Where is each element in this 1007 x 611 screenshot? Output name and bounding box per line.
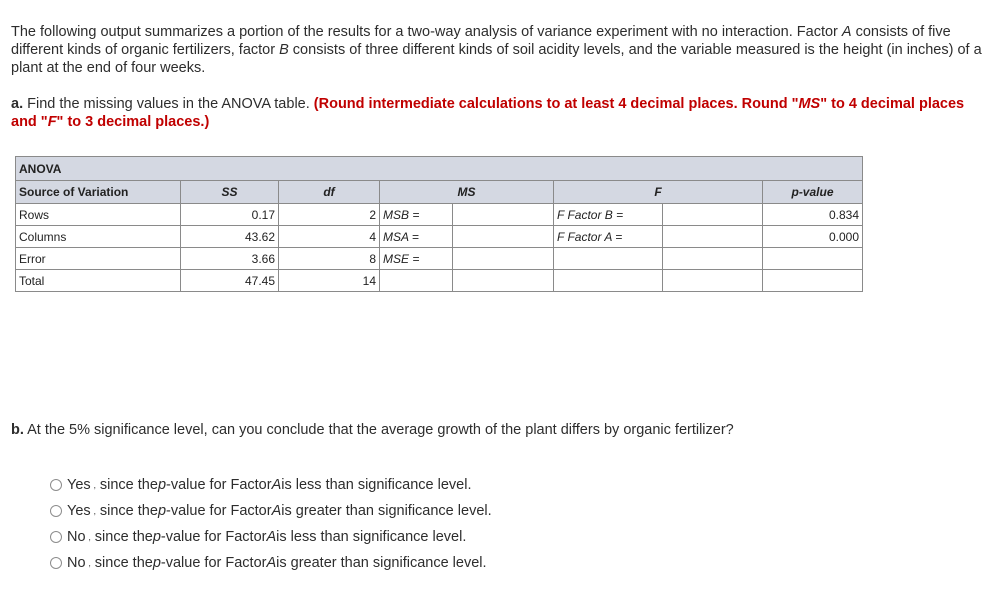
mse-input[interactable] [453,248,554,270]
table-row [16,204,863,226]
option-text: is greater than significance level. [281,503,492,519]
anova-title: ANOVA [16,157,863,181]
f-factor-b-label: F Factor B = [554,204,663,226]
option-text: p [157,503,167,519]
msb-label: MSB = [380,204,453,226]
option-text: -value for Factor [166,477,272,493]
table-row [16,226,863,248]
radio-button[interactable] [50,531,62,543]
part-b-text: At the 5% significance level, can you conclude that the average growth of the plant differs by organic fertilizer? [23,422,734,438]
dropdown-separator-icon: ‚ [88,557,91,569]
option-answer: No [67,555,86,571]
empty-cell [663,248,763,270]
radio-button[interactable] [50,557,62,569]
part-b-question [11,421,991,439]
rounding-instruction: MS [798,96,821,112]
answer-options [50,472,492,576]
option-text: A [266,529,277,545]
option-text: p [152,555,161,571]
header-ms: MS [380,181,554,204]
f-factor-a-input[interactable] [663,226,763,248]
intro-part: The following output summarizes a portion of the results for a two-way analysis of variance experiment with no interaction. Factor [11,24,842,40]
intro-part: consists of five different kinds of organic fertilizers, factor [11,24,951,58]
header-df: df [279,181,380,204]
option-text: since the [99,503,158,519]
option-text: p [152,529,161,545]
option-text: A [271,477,282,493]
df-cell: 4 [279,226,380,248]
dropdown-separator-icon: ‚ [93,479,96,491]
option-text: since the [94,555,153,571]
source-cell: Columns [16,226,181,248]
empty-cell [763,248,863,270]
option-text: is less than significance level. [276,529,467,545]
option-answer: Yes [67,477,91,493]
empty-cell [663,270,763,292]
table-row [16,270,863,292]
intro-text [11,23,991,77]
source-cell: Rows [16,204,181,226]
ss-cell: 43.62 [181,226,279,248]
factor-b-symbol: B [279,42,289,58]
rounding-instruction: (Round intermediate calculations to at least 4 decimal places. Round " [313,96,799,112]
empty-cell [763,270,863,292]
dropdown-separator-icon: ‚ [88,531,91,543]
factor-a-symbol: A [841,24,852,40]
msa-label: MSA = [380,226,453,248]
option-text: -value for Factor [160,529,267,545]
option-1[interactable] [50,472,492,498]
ss-cell: 3.66 [181,248,279,270]
df-cell: 14 [279,270,380,292]
empty-cell [453,270,554,292]
header-source: Source of Variation [16,181,181,204]
part-b-label: b. [11,422,24,438]
header-f: F [554,181,763,204]
anova-table [15,156,863,292]
rounding-instruction: " to 3 decimal places.) [56,114,210,130]
option-answer: Yes [67,503,91,519]
msb-input[interactable] [453,204,554,226]
empty-cell [554,270,663,292]
rounding-instruction: F [47,114,57,130]
option-text: -value for Factor [160,555,267,571]
f-factor-a-label: F Factor A = [554,226,663,248]
radio-button[interactable] [50,505,62,517]
part-a-label: a. [11,96,24,112]
option-text: since the [99,477,158,493]
empty-cell [380,270,453,292]
option-text: -value for Factor [166,503,272,519]
option-text: A [266,555,277,571]
df-cell: 8 [279,248,380,270]
source-cell: Total [16,270,181,292]
option-3[interactable] [50,524,492,550]
option-text: p [157,477,167,493]
header-pvalue: p-value [763,181,863,204]
source-cell: Error [16,248,181,270]
ss-cell: 0.17 [181,204,279,226]
radio-button[interactable] [50,479,62,491]
msa-input[interactable] [453,226,554,248]
option-2[interactable] [50,498,492,524]
part-a-question [11,95,991,131]
option-text: A [271,503,282,519]
rounding-instruction: " to 4 decimal places and " [11,96,965,130]
part-a-text: Find the missing values in the ANOVA table. [23,96,314,112]
intro-part: consists of three different kinds of soil acidity levels, and the variable measured is the height (in inches) of a plant at the end of four weeks. [11,42,982,76]
option-answer: No [67,529,86,545]
option-4[interactable] [50,550,492,576]
mse-label: MSE = [380,248,453,270]
pvalue-cell: 0.000 [763,226,863,248]
option-text: is greater than significance level. [276,555,487,571]
header-ss: SS [181,181,279,204]
option-text: since the [94,529,153,545]
empty-cell [554,248,663,270]
ss-cell: 47.45 [181,270,279,292]
option-text: is less than significance level. [281,477,472,493]
dropdown-separator-icon: ‚ [93,505,96,517]
pvalue-cell: 0.834 [763,204,863,226]
table-row [16,248,863,270]
f-factor-b-input[interactable] [663,204,763,226]
df-cell: 2 [279,204,380,226]
